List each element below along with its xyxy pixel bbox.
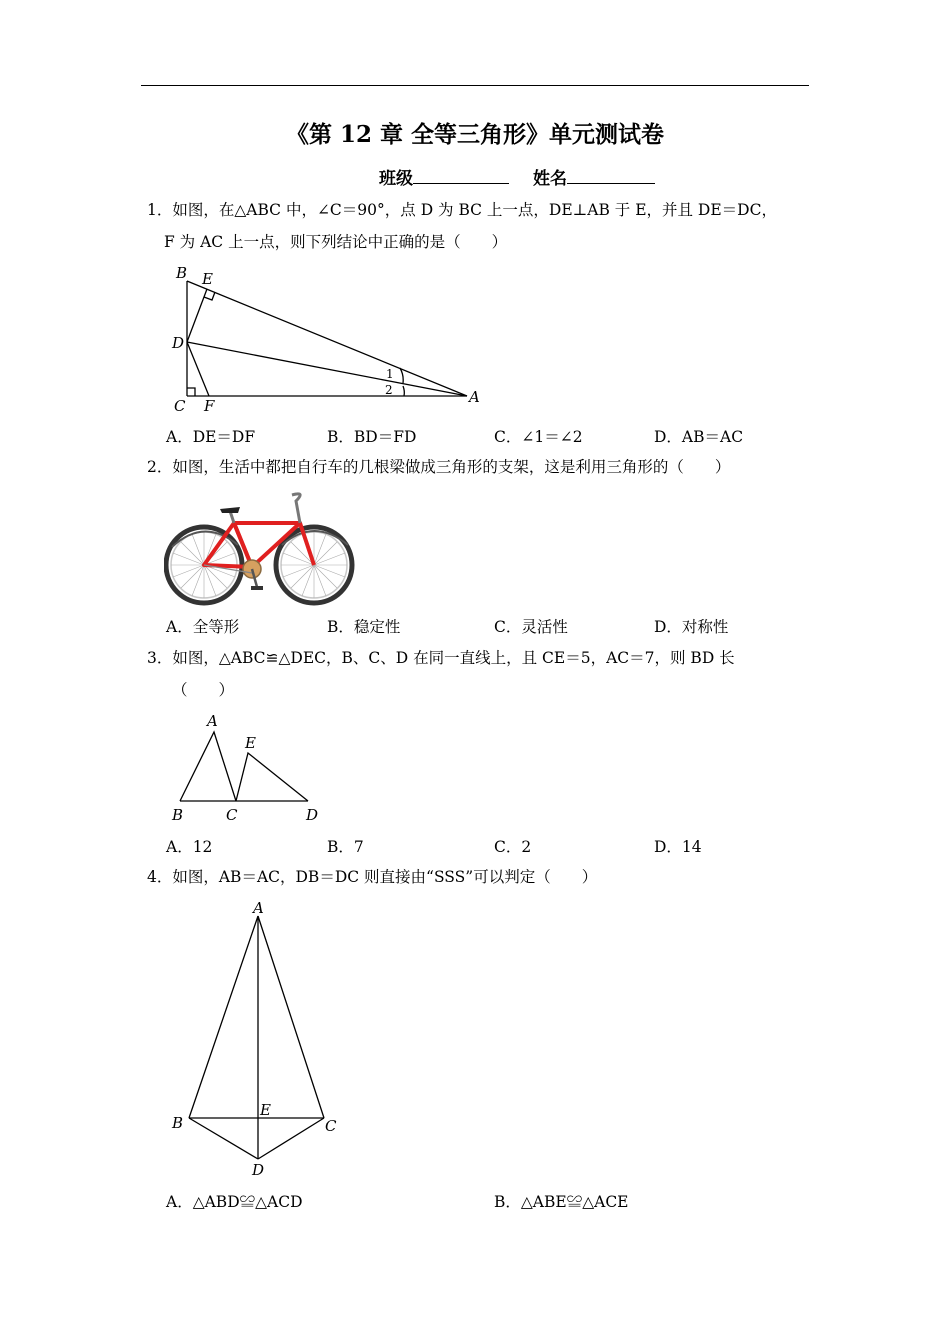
q1-option-d[interactable]: D．AB＝AC: [654, 428, 744, 446]
q1-label-c: C: [174, 397, 186, 415]
q1-label-f: F: [204, 397, 215, 415]
q1-line2: F 为 AC 上一点，则下列结论中正确的是（ ）: [164, 233, 508, 251]
q3-line1: 3．如图，△ABC≌△DEC，B、C、D 在同一直线上，且 CE＝5，AC＝7，则 BD 长: [147, 649, 735, 667]
q4-option-a[interactable]: A．△ABD≌△ACD: [166, 1193, 303, 1211]
q3-label-b: B: [172, 806, 184, 824]
q2-option-d[interactable]: D．对称性: [654, 618, 729, 636]
q3-triangle-dec: [236, 753, 308, 801]
q4-seg-ab: [189, 916, 258, 1118]
q3-figure: [164, 708, 334, 828]
name-label: 姓名: [533, 169, 567, 189]
q1-seg-ba: [187, 281, 467, 396]
q1-label-1: 1: [386, 367, 394, 381]
q2-option-b[interactable]: B．稳定性: [327, 618, 401, 636]
q3-label-c: C: [226, 806, 238, 824]
q1-label-d: D: [172, 334, 185, 352]
q4-seg-ac: [258, 916, 324, 1118]
q1-label-a: A: [469, 388, 480, 406]
q1-label-b: B: [176, 264, 188, 282]
q1-angle-arc-2: [403, 386, 404, 396]
q4-label-b: B: [172, 1114, 184, 1132]
q2-seat: [220, 507, 240, 513]
q3-option-c[interactable]: C．2: [494, 838, 532, 856]
q1-seg-de: [187, 289, 207, 342]
q1-right-angle-c: [187, 388, 195, 396]
q3-label-d: D: [306, 806, 319, 824]
header-rule: [141, 85, 809, 86]
q4-label-d: D: [252, 1161, 265, 1179]
name-field: [533, 164, 655, 189]
q4-seg-cd: [258, 1118, 324, 1159]
q3-line2: （ ）: [172, 681, 235, 699]
q2-line1: 2．如图，生活中都把自行车的几根梁做成三角形的支架，这是利用三角形的（ ）: [147, 458, 731, 476]
q1-option-c[interactable]: C．∠1＝∠2: [494, 428, 583, 446]
q2-bicycle-image: [164, 487, 364, 607]
q2-option-a[interactable]: A．全等形: [166, 618, 240, 636]
q1-label-e: E: [202, 270, 213, 288]
q3-label-e: E: [245, 734, 256, 752]
q2-option-c[interactable]: C．灵活性: [494, 618, 568, 636]
q3-option-d[interactable]: D．14: [654, 838, 702, 856]
q4-option-b[interactable]: B．△ABE≌△ACE: [494, 1193, 629, 1211]
q4-label-a: A: [253, 899, 264, 917]
class-blank[interactable]: [413, 165, 509, 184]
q3-option-b[interactable]: B．7: [327, 838, 364, 856]
q1-label-2: 2: [385, 383, 393, 397]
q4-seg-bd: [189, 1118, 258, 1159]
q4-figure: [164, 895, 354, 1185]
q2-handlebar: [292, 494, 300, 523]
q4-label-c: C: [325, 1117, 337, 1135]
q1-line1: 1．如图，在△ABC 中，∠C＝90°，点 D 为 BC 上一点，DE⊥AB 于 E，并且 DE＝DC，: [147, 201, 777, 219]
q4-line1: 4．如图，AB＝AC，DB＝DC 则直接由“SSS”可以判定（ ）: [147, 868, 598, 886]
q3-triangle-abc: [180, 732, 236, 801]
q1-seg-da: [187, 342, 467, 396]
page-title: 《第 12 章 全等三角形》单元测试卷: [285, 121, 665, 148]
q3-label-a: A: [207, 712, 218, 730]
q1-option-a[interactable]: A．DE＝DF: [166, 428, 256, 446]
class-field: [379, 164, 509, 189]
q2-pedal: [251, 586, 263, 590]
name-blank[interactable]: [567, 165, 655, 184]
class-label: 班级: [379, 169, 413, 189]
q4-label-e: E: [260, 1101, 271, 1119]
q1-option-b[interactable]: B．BD＝FD: [327, 428, 417, 446]
q1-figure: [160, 260, 500, 420]
q3-option-a[interactable]: A．12: [166, 838, 213, 856]
